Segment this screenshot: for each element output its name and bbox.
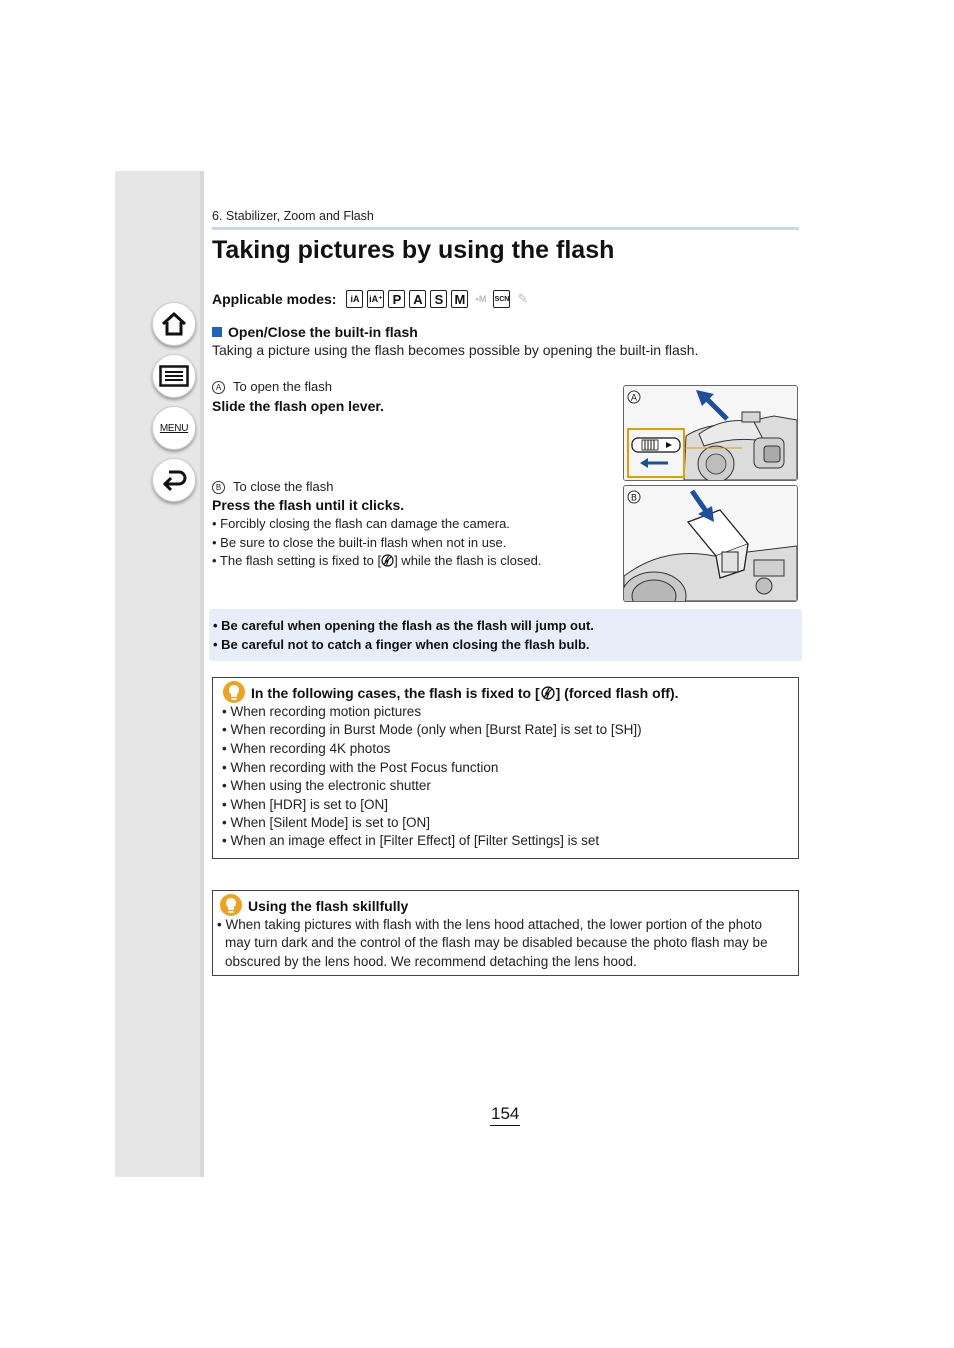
menu-button[interactable]: [152, 406, 196, 450]
list-item: • When [Silent Mode] is set to [ON]: [222, 815, 431, 830]
flash-skill-title: [220, 894, 408, 918]
note-item: • Be sure to close the built-in flash when not in use.: [212, 535, 507, 550]
note-text: • The flash setting is fixed to [: [212, 553, 382, 568]
open-caption: [212, 379, 332, 394]
camera-close-illustration: [624, 486, 797, 601]
mode-m-icon: M: [451, 290, 468, 308]
menu-label: MENU: [159, 422, 189, 434]
tip-bulb-icon: [220, 894, 242, 918]
square-bullet-icon: [212, 327, 222, 337]
open-instruction: Slide the flash open lever.: [212, 398, 384, 414]
skill-line: may turn dark and the control of the flash may be disabled because the photo flash may be: [225, 935, 768, 950]
mode-a-icon: A: [409, 290, 426, 308]
intro-text: Taking a picture using the flash becomes possible by opening the built-in flash.: [212, 342, 699, 358]
section-heading-text: Open/Close the built-in flash: [228, 324, 418, 340]
flash-skill-title-text: Using the flash skillfully: [248, 898, 409, 914]
circle-b-icon: B: [212, 481, 225, 494]
image-label-b: B: [630, 493, 638, 504]
list-item: • When recording with the Post Focus function: [222, 760, 499, 775]
forced-flash-off-title-text: In the following cases, the flash is fixed to [: [251, 685, 540, 701]
note-item: [212, 553, 541, 568]
mode-ia-plus-icon: iA⁺: [367, 290, 384, 308]
back-button[interactable]: [152, 458, 196, 502]
open-caption-text: To open the flash: [233, 379, 333, 394]
illustration-open-flash: [623, 385, 798, 481]
forced-flash-off-box: [212, 677, 799, 859]
note-item: • Forcibly closing the flash can damage the camera.: [212, 516, 510, 531]
list-icon: [159, 365, 189, 387]
caution-line: • Be careful not to catch a finger when closing the flash bulb.: [213, 637, 590, 652]
flash-off-icon: [381, 554, 394, 567]
modes-label: Applicable modes:: [212, 291, 337, 307]
circle-a-icon: A: [212, 381, 225, 394]
list-item: • When recording in Burst Mode (only when [Burst Rate] is set to [SH]): [222, 722, 642, 737]
skill-line: • When taking pictures with flash with the lens hood attached, the lower portion of the photo: [217, 917, 763, 932]
mode-movie-m-icon: ▪M: [475, 294, 487, 304]
close-instruction: Press the flash until it clicks.: [212, 497, 405, 513]
mode-scn-icon: SCN: [493, 290, 510, 308]
close-caption-text: To close the flash: [233, 479, 334, 494]
home-button[interactable]: [152, 302, 196, 346]
sidebar-divider: [200, 171, 204, 1177]
forced-flash-off-title-text: ] (forced flash off).: [555, 685, 679, 701]
header-rule: [212, 227, 799, 230]
section-heading: [212, 324, 418, 340]
flash-skill-box: [212, 890, 799, 976]
list-item: • When an image effect in [Filter Effect] of [Filter Settings] is set: [222, 833, 600, 848]
skill-line: obscured by the lens hood. We recommend detaching the lens hood.: [225, 954, 637, 969]
forced-flash-off-title: [223, 681, 679, 705]
applicable-modes: [212, 290, 531, 308]
list-item: • When [HDR] is set to [ON]: [222, 797, 389, 812]
list-item: • When using the electronic shutter: [222, 778, 431, 793]
page-title: Taking pictures by using the flash: [212, 236, 615, 264]
note-text: ] while the flash is closed.: [394, 553, 542, 568]
close-caption: [212, 479, 333, 494]
contents-button[interactable]: [152, 354, 196, 398]
list-item: • When recording 4K photos: [222, 741, 391, 756]
back-arrow-icon: [160, 467, 188, 493]
image-label-a: A: [630, 393, 638, 404]
tip-bulb-icon: [223, 681, 245, 705]
flash-off-icon: [541, 686, 555, 700]
camera-open-illustration: [624, 386, 797, 480]
mode-creative-icon: ✎: [517, 291, 529, 306]
mode-ia-icon: iA: [346, 290, 363, 308]
caution-box: [209, 609, 802, 661]
list-item: • When recording motion pictures: [222, 704, 422, 719]
home-icon: [160, 311, 188, 337]
caution-line: • Be careful when opening the flash as the flash will jump out.: [213, 618, 594, 633]
section-breadcrumb: 6. Stabilizer, Zoom and Flash: [212, 209, 374, 223]
page-number: 154: [490, 1104, 520, 1126]
mode-p-icon: P: [388, 290, 405, 308]
illustration-close-flash: [623, 485, 798, 602]
mode-s-icon: S: [430, 290, 447, 308]
